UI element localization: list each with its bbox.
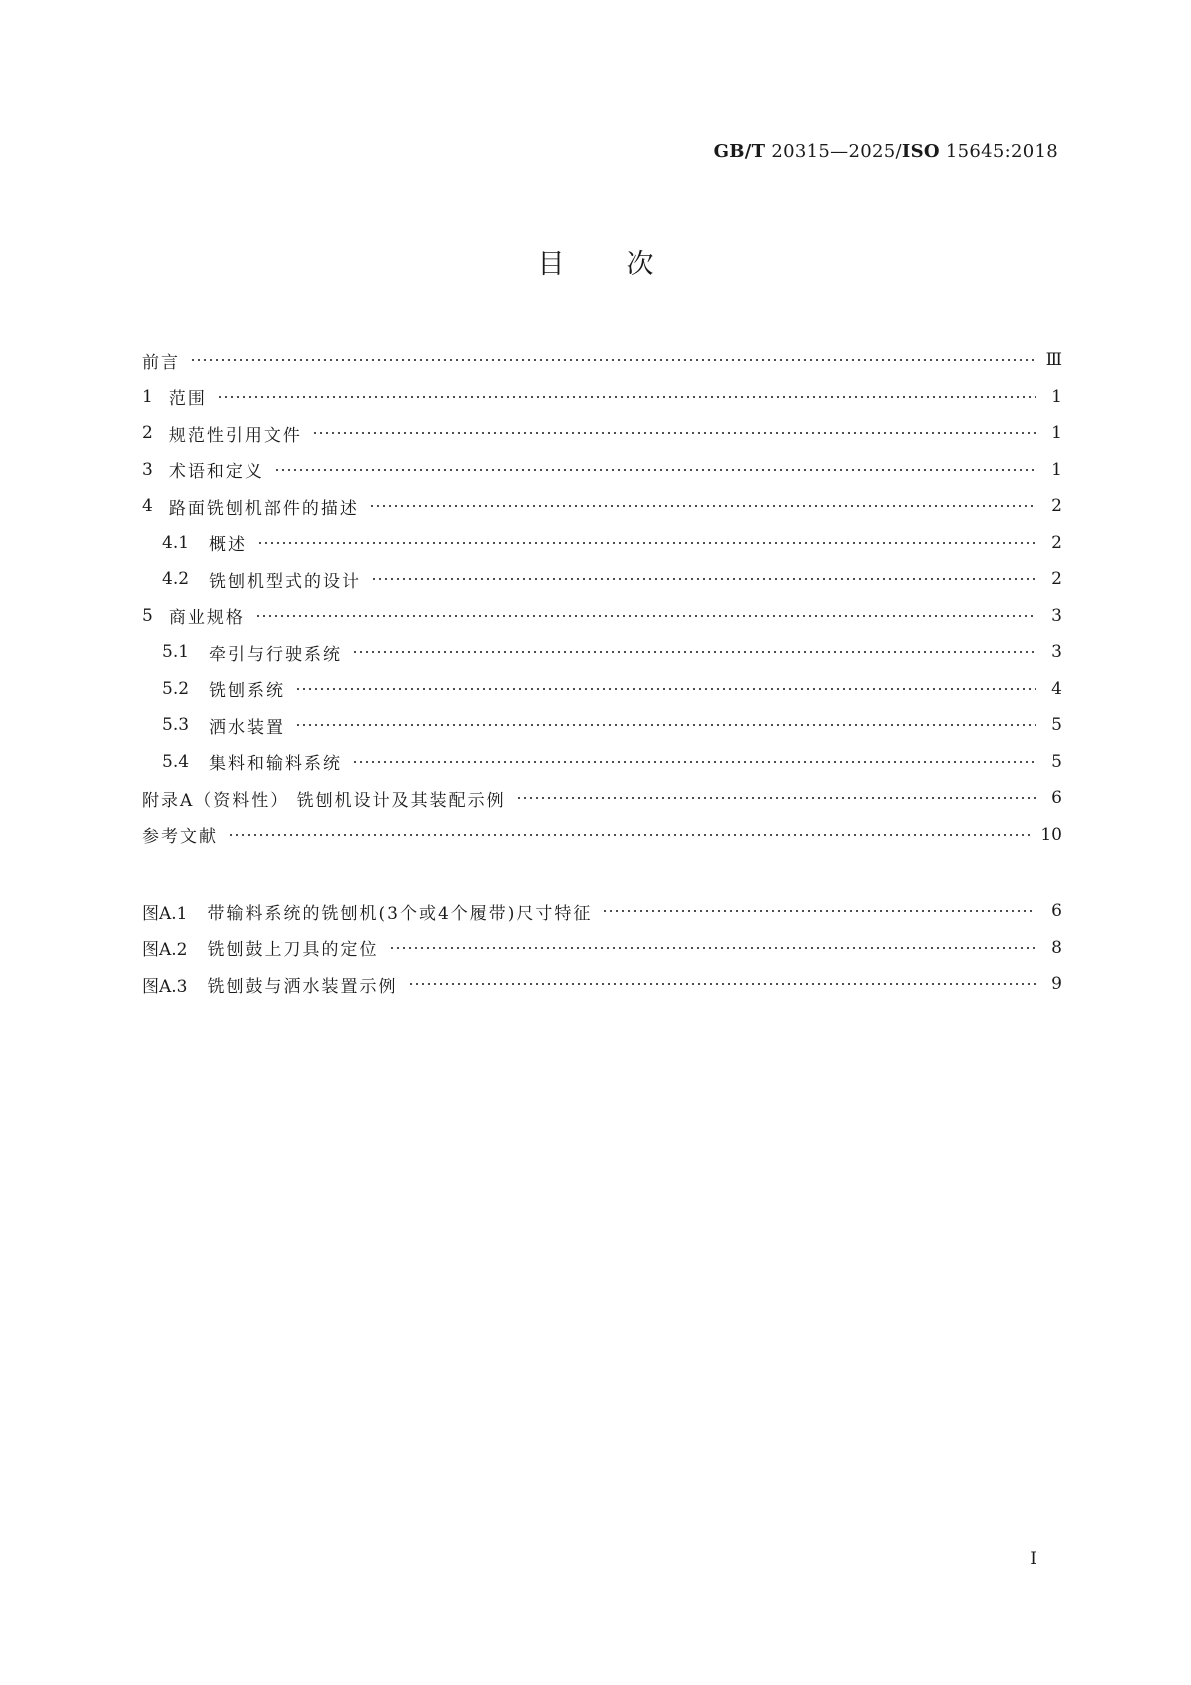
toc-number: 5.1 <box>162 642 190 663</box>
toc-entry-terms[interactable] <box>142 452 1062 489</box>
dot-leader <box>369 504 1036 508</box>
toc-label: 集料和输料系统 <box>209 754 343 775</box>
dot-leader <box>274 468 1036 472</box>
table-of-contents <box>142 342 1062 853</box>
toc-number: 5.2 <box>162 678 190 699</box>
figure-number: 图A.1 <box>142 903 188 924</box>
dot-leader <box>352 650 1036 654</box>
figure-label: 铣刨鼓上刀具的定位 <box>207 940 379 961</box>
toc-entry-water-spray[interactable] <box>142 707 1062 744</box>
toc-entry-conveyor[interactable] <box>142 744 1062 781</box>
toc-entry-scope[interactable] <box>142 379 1062 416</box>
toc-number: 3 <box>142 459 153 480</box>
dot-leader <box>217 395 1036 399</box>
toc-label: 洒水装置 <box>209 717 286 738</box>
toc-page: 10 <box>1040 824 1062 845</box>
standard-code-number: 20315—2025/ <box>765 141 902 162</box>
standard-code <box>714 141 1058 162</box>
toc-number: 1 <box>142 386 153 407</box>
toc-entry-bibliography[interactable] <box>142 817 1062 854</box>
figure-label: 带输料系统的铣刨机(3个或4个履带)尺寸特征 <box>207 903 593 924</box>
toc-page: 4 <box>1051 678 1062 699</box>
toc-number: 4 <box>142 496 153 517</box>
toc-page: 2 <box>1051 496 1062 517</box>
toc-page: 3 <box>1051 642 1062 663</box>
toc-page: Ⅲ <box>1045 350 1062 371</box>
toc-number: 4.1 <box>162 532 190 553</box>
dot-leader <box>408 982 1037 986</box>
standard-code-gbt: GB/T <box>713 141 766 162</box>
toc-number: 2 <box>142 423 153 444</box>
toc-label: 牵引与行驶系统 <box>209 644 343 665</box>
standard-code-iso-number: 15645:2018 <box>939 141 1058 162</box>
dot-leader <box>602 909 1036 913</box>
toc-label: 范围 <box>168 389 207 410</box>
toc-label: 规范性引用文件 <box>168 425 302 446</box>
dot-leader <box>352 760 1036 764</box>
toc-entry-foreword[interactable] <box>142 342 1062 379</box>
figure-page: 9 <box>1051 974 1062 995</box>
toc-entry-traction[interactable] <box>142 634 1062 671</box>
toc-label: 铣刨机型式的设计 <box>209 571 362 592</box>
toc-page: 1 <box>1051 386 1062 407</box>
toc-page: 3 <box>1051 605 1062 626</box>
toc-page: 5 <box>1051 751 1062 772</box>
toc-entry-overview[interactable] <box>142 525 1062 562</box>
list-of-figures <box>142 893 1062 1003</box>
figure-number: 图A.2 <box>142 940 188 961</box>
figure-number: 图A.3 <box>142 976 188 997</box>
toc-page: 2 <box>1051 532 1062 553</box>
toc-number: 5.3 <box>162 715 190 736</box>
dot-leader <box>371 577 1036 581</box>
dot-leader <box>190 358 1036 362</box>
toc-page: 2 <box>1051 569 1062 590</box>
toc-page: 6 <box>1051 788 1062 809</box>
figure-page: 8 <box>1051 937 1062 958</box>
dot-leader <box>516 796 1036 800</box>
toc-entry-components[interactable] <box>142 488 1062 525</box>
figure-entry-a3[interactable] <box>142 966 1062 1003</box>
toc-label: 概述 <box>209 535 248 556</box>
dot-leader <box>295 687 1036 691</box>
toc-entry-milling-system[interactable] <box>142 671 1062 708</box>
toc-label: 前言 <box>142 352 180 373</box>
toc-label: 路面铣刨机部件的描述 <box>168 498 359 519</box>
page-title: 目次 <box>537 249 716 280</box>
toc-number: 4.2 <box>162 569 190 590</box>
dot-leader <box>389 946 1037 950</box>
figure-entry-a2[interactable] <box>142 930 1062 967</box>
standard-code-iso: ISO <box>901 141 940 162</box>
figure-entry-a1[interactable] <box>142 893 1062 930</box>
figure-label: 铣刨鼓与洒水装置示例 <box>207 976 398 997</box>
dot-leader <box>295 723 1036 727</box>
toc-entry-design-types[interactable] <box>142 561 1062 598</box>
toc-entry-annex-a[interactable] <box>142 780 1062 817</box>
toc-entry-normative-references[interactable] <box>142 415 1062 452</box>
toc-page: 1 <box>1051 423 1062 444</box>
dot-leader <box>228 833 1032 837</box>
dot-leader <box>255 614 1036 618</box>
toc-entry-commercial-specs[interactable] <box>142 598 1062 635</box>
toc-label: 铣刨系统 <box>209 681 286 702</box>
figure-page: 6 <box>1051 901 1062 922</box>
toc-label: 附录A（资料性） 铣刨机设计及其装配示例 <box>142 790 506 811</box>
page-number: Ⅰ <box>1030 1549 1037 1569</box>
toc-page: 5 <box>1051 715 1062 736</box>
toc-label: 商业规格 <box>168 608 245 629</box>
dot-leader <box>312 431 1036 435</box>
dot-leader <box>257 541 1036 545</box>
toc-page: 1 <box>1051 459 1062 480</box>
toc-label: 术语和定义 <box>168 462 264 483</box>
toc-number: 5.4 <box>162 751 190 772</box>
toc-label: 参考文献 <box>142 827 218 848</box>
toc-number: 5 <box>142 605 153 626</box>
